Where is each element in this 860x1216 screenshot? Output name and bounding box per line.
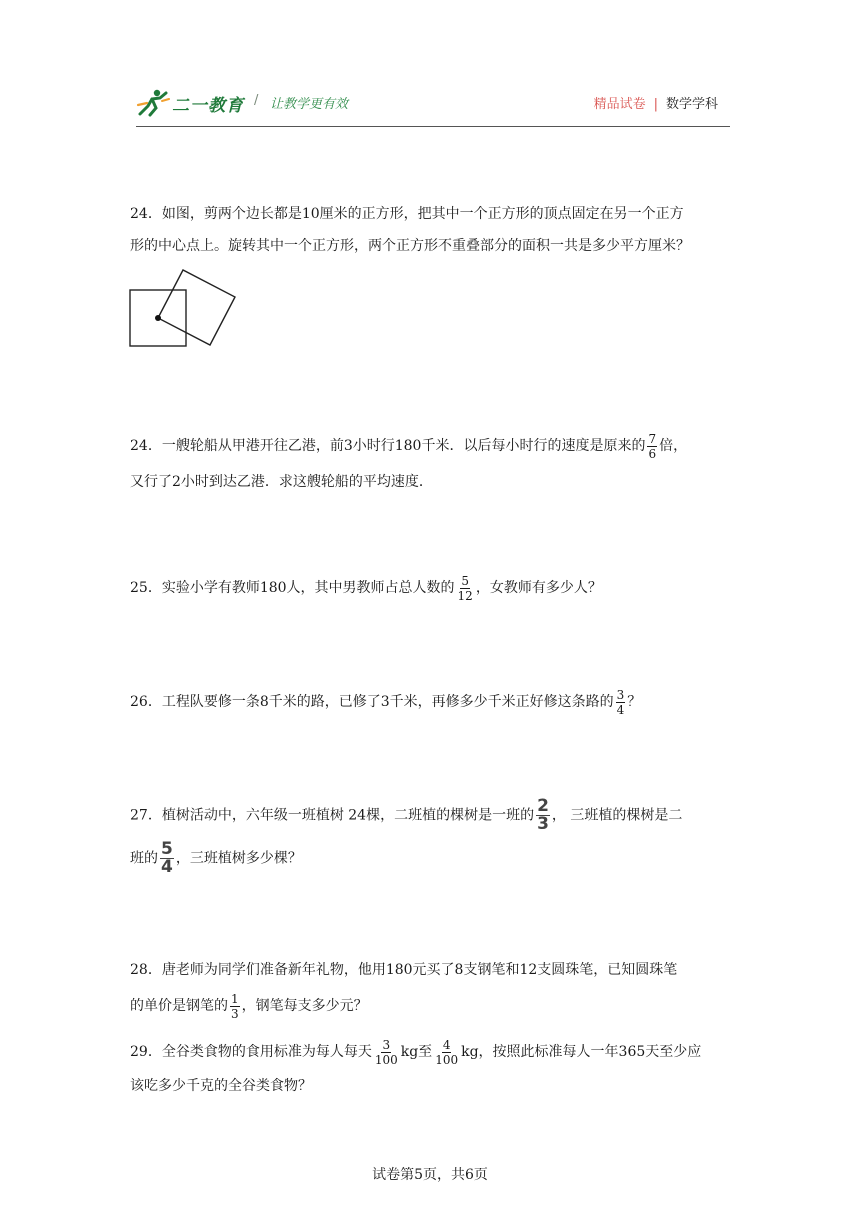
- fraction: [647, 432, 657, 461]
- fraction-denominator: 12: [457, 588, 473, 603]
- question-text: kg，按照此标准每人一年365天至少应: [461, 1044, 702, 1060]
- fraction-numerator: 7: [648, 431, 657, 446]
- page-footer: 试卷第5页，共6页: [372, 1167, 488, 1183]
- fraction-denominator: 3: [231, 1006, 239, 1021]
- question-24-ship: [130, 430, 730, 498]
- question-text: 倍，: [659, 438, 688, 454]
- question-24-geometry: [130, 198, 730, 262]
- question-25: [130, 572, 730, 604]
- question-text-line: [130, 430, 730, 462]
- question-text-line: 该吃多少千克的全谷类食物？: [130, 1078, 312, 1094]
- fraction: [536, 798, 550, 833]
- question-text: ？: [627, 694, 642, 710]
- question-text: 的单价是钢笔的: [130, 998, 228, 1014]
- fraction-numerator: 5: [161, 839, 173, 859]
- fraction-denominator: 100: [374, 1052, 398, 1067]
- header-slash: /: [254, 93, 259, 108]
- header-slogan: 让教学更有效: [270, 97, 349, 112]
- fraction-denominator: 3: [537, 814, 549, 834]
- question-29: [130, 1036, 730, 1102]
- question-text: 27．植树活动中，六年级一班植树 24棵，二班植的棵树是一班的: [130, 807, 535, 824]
- question-text: 24．一艘轮船从甲港开往乙港，前3小时行180千米．以后每小时行的速度是原来的: [130, 438, 646, 454]
- question-text: ，女教师有多少人？: [475, 580, 602, 596]
- question-text-line: [130, 990, 730, 1022]
- question-text: ，三班植树多少棵？: [175, 850, 302, 867]
- fraction: [434, 1038, 459, 1067]
- fraction-numerator: 1: [231, 991, 239, 1006]
- question-text: 班的: [130, 850, 158, 867]
- fraction-denominator: 4: [616, 702, 625, 717]
- fraction: [457, 574, 474, 603]
- fraction-numerator: 4: [442, 1037, 451, 1052]
- page-header: [136, 82, 730, 127]
- question-text: kg至: [400, 1044, 433, 1060]
- question-text-line: 24．如图，剪两个边长都是10厘米的正方形，把其中一个正方形的顶点固定在另一个正方: [130, 206, 684, 222]
- header-label-premium: 精品试卷: [593, 97, 646, 112]
- question-text: ，钢笔每支多少元？: [241, 998, 368, 1014]
- rotated-square: [158, 270, 235, 345]
- question-text: ， 三班植的棵树是二: [551, 807, 683, 824]
- logo-text: 二一教育: [172, 96, 244, 116]
- fraction-numerator: 3: [382, 1037, 391, 1052]
- question-text: 29．全谷类食物的食用标准为每人每天: [130, 1044, 372, 1060]
- question-text-line: [130, 1036, 730, 1068]
- question-text: 26．工程队要修一条8千米的路，已修了3千米，再修多少千米正好修这条路的: [130, 694, 614, 710]
- fraction-denominator: 6: [648, 446, 657, 461]
- question-text-line: [130, 841, 730, 876]
- fraction: [616, 688, 626, 717]
- question-26: [130, 686, 730, 718]
- fraction-denominator: 4: [161, 857, 173, 877]
- fraction: [374, 1038, 399, 1067]
- question-27: [130, 798, 730, 876]
- fraction-numerator: 5: [461, 573, 469, 588]
- question-text-line: 又行了2小时到达乙港．求这艘轮船的平均速度．: [130, 474, 433, 490]
- overlapping-squares-figure: [128, 266, 240, 350]
- logo-runner-icon: [136, 88, 170, 118]
- fraction-numerator: 3: [616, 687, 625, 702]
- header-label-subject: 数学学科: [665, 97, 718, 112]
- center-point: [155, 315, 161, 321]
- question-text-line: 28．唐老师为同学们准备新年礼物，他用180元买了8支钢笔和12支圆珠笔，已知圆珠笔: [130, 962, 678, 978]
- header-right: [594, 93, 718, 112]
- question-text: 25．实验小学有教师180人，其中男教师占总人数的: [130, 580, 455, 596]
- question-28: [130, 954, 730, 1022]
- fraction: [160, 841, 174, 876]
- question-text-line: 形的中心点上。旋转其中一个正方形，两个正方形不重叠部分的面积一共是多少平方厘米？: [130, 238, 690, 254]
- header-separator: |: [653, 97, 658, 112]
- fraction-numerator: 2: [537, 796, 549, 816]
- fraction-denominator: 100: [435, 1052, 459, 1067]
- question-text-line: [130, 798, 730, 833]
- fraction: [230, 992, 240, 1021]
